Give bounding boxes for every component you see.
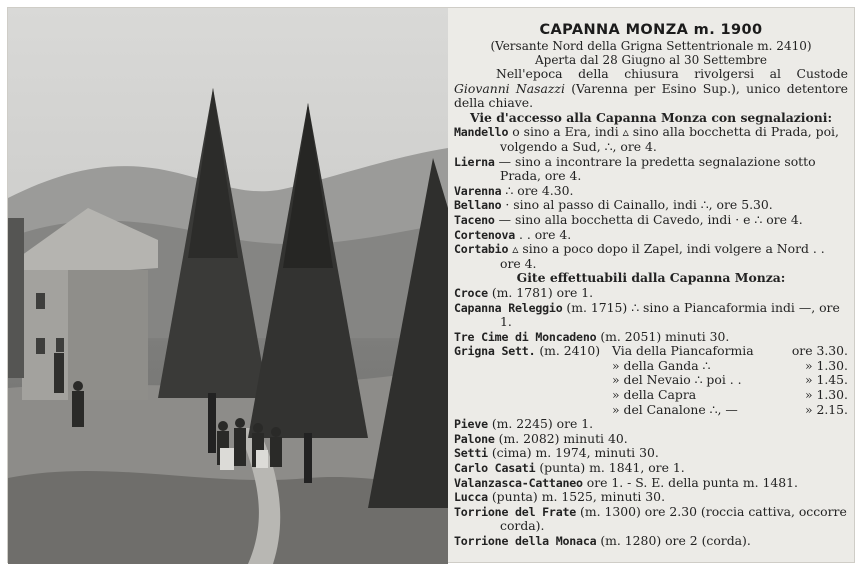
- access-route: Cortabio ▵ sino a poco dopo il Zapel, indi volgere a Nord . . ore 4.: [454, 241, 825, 271]
- excursion-item: Lucca (punta) m. 1525, minuti 30.: [454, 489, 666, 505]
- grigna-route: » del Nevaio ∴ poi . . » 1.45.: [612, 372, 848, 388]
- excursions-list: [454, 286, 848, 549]
- mountain-scene: [8, 8, 448, 564]
- excursion-item: Carlo Casati (punta) m. 1841, ore 1.: [454, 460, 685, 476]
- excursion-item: Croce (m. 1781) ore 1.: [454, 284, 594, 300]
- grigna-height: (m. 2410): [535, 343, 601, 359]
- excursion-item: Pieve (m. 2245) ore 1.: [454, 416, 594, 432]
- custodian-paragraph: [454, 67, 848, 111]
- excursion-item: Capanna Releggio (m. 1715) ∴ sino a Piancaformia indi —, ore 1.: [454, 299, 840, 330]
- access-route: Cortenova . . ore 4.: [454, 226, 572, 242]
- grigna-route-main: Grigna Sett. (m. 2410) Via della Piancaformia ore 3.30.: [454, 343, 848, 359]
- custodian-text-b: (Varenna per Esino Sup.), unico detentore della chiave.: [454, 80, 848, 111]
- access-route: Mandello o sino a Era, indi ▵ sino alla bocchetta di Prada, poi, volgendo a Sud, ∴, ore 4.: [454, 124, 839, 154]
- hut-title: CAPANNA MONZA m. 1900: [539, 22, 763, 38]
- access-routes-list: [454, 125, 848, 271]
- hut-subtitle: (Versante Nord della Grigna Settentrionale m. 2410): [490, 39, 812, 53]
- excursion-item: Torrione del Frate (m. 1300) ore 2.30 (roccia cattiva, occorre corda).: [454, 503, 847, 534]
- postcard: [7, 7, 855, 563]
- information-panel: [454, 22, 848, 557]
- excursion-item: Setti (cima) m. 1974, minuti 30.: [454, 445, 659, 461]
- custodian-text-a: Nell'epoca della chiusura rivolgersi al Custode: [496, 66, 848, 81]
- grigna-route: » della Capra » 1.30.: [612, 387, 848, 403]
- grigna-route: » del Canalone ∴, — » 2.15.: [612, 401, 848, 417]
- grigna-name: Grigna Sett.: [454, 344, 536, 359]
- excursions-heading: Gite effettuabili dalla Capanna Monza:: [516, 270, 786, 286]
- access-route: Taceno — sino alla bocchetta di Cavedo, indi · e ∴ ore 4.: [454, 211, 803, 227]
- opening-period: Aperta dal 28 Giugno al 30 Settembre: [534, 53, 767, 67]
- access-route: Lierna — sino a incontrare la predetta segnalazione sotto Prada, ore 4.: [454, 153, 816, 184]
- access-route: Varenna ∴ ore 4.30.: [454, 182, 574, 198]
- custodian-name: Giovanni Nasazzi: [454, 80, 565, 96]
- excursion-item: Valanzasca-Cattaneo ore 1. - S. E. della punta m. 1481.: [454, 474, 798, 490]
- excursion-item: Palone (m. 2082) minuti 40.: [454, 430, 628, 446]
- access-route: Bellano · sino al passo di Cainallo, indi ∴, ore 5.30.: [454, 197, 773, 213]
- excursion-item: Torrione della Monaca (m. 1280) ore 2 (corda).: [454, 533, 751, 548]
- access-heading: Vie d'accesso alla Capanna Monza con segnalazioni:: [469, 109, 833, 125]
- excursion-item: Tre Cime di Moncadeno (m. 2051) minuti 30.: [454, 328, 730, 344]
- hut-photograph: [8, 8, 448, 564]
- grigna-route: » della Ganda ∴ » 1.30.: [612, 357, 848, 373]
